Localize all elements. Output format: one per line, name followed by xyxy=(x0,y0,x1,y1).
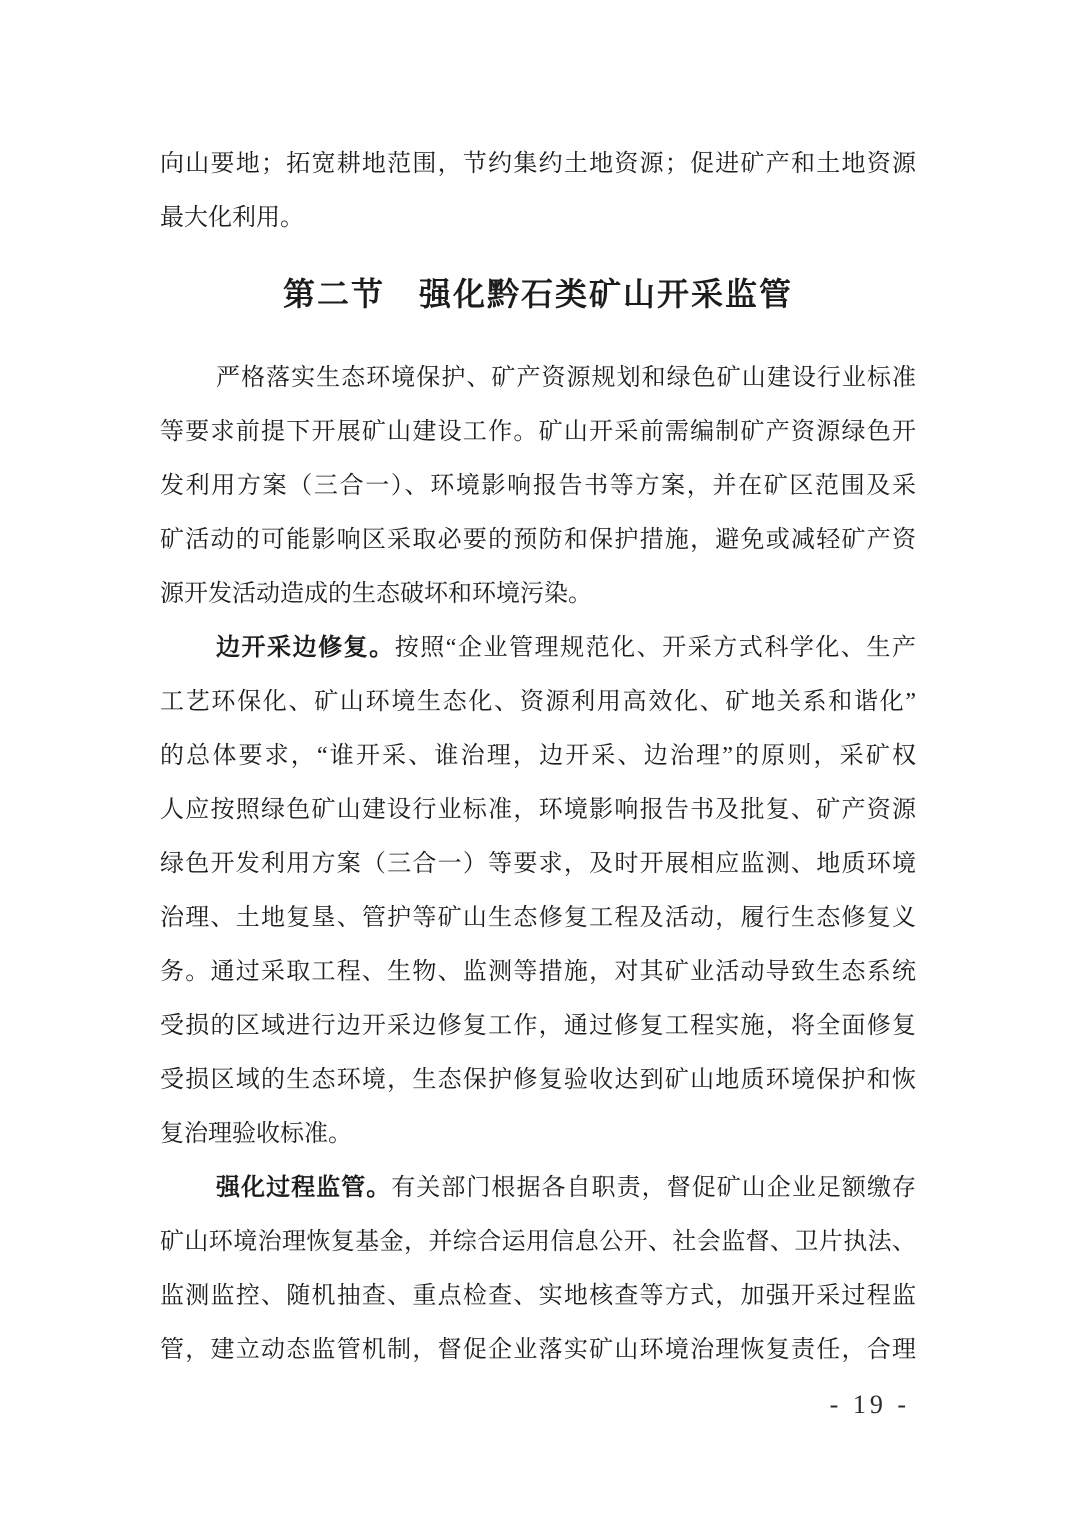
text-line: 严格落实生态环境保护、矿产资源规划和绿色矿山建设行业标准 xyxy=(216,365,916,391)
text-line: 绿色开发利用方案（三合一）等要求，及时开展相应监测、地质环境 xyxy=(160,851,916,877)
text-line: 人应按照绿色矿山建设行业标准，环境影响报告书及批复、矿产资源 xyxy=(160,797,916,823)
text-line: 矿活动的可能影响区采取必要的预防和保护措施，避免或减轻矿产资 xyxy=(160,527,916,553)
text-line: 监测监控、随机抽查、重点检查、实地核查等方式，加强开采过程监 xyxy=(160,1283,916,1309)
text-line: 发利用方案（三合一）、环境影响报告书等方案，并在矿区范围及采 xyxy=(160,473,916,499)
paragraph-lead: 强化过程监管。 xyxy=(216,1174,392,1201)
text-run: 有关部门根据各自职责，督促矿山企业足额缴存 xyxy=(391,1175,916,1201)
text-line: 复治理验收标准。 xyxy=(160,1121,352,1147)
section-heading: 第二节 强化黔石类矿山开采监管 xyxy=(282,276,793,312)
text-line: 的总体要求，“谁开采、谁治理，边开采、边治理”的原则，采矿权 xyxy=(160,743,916,769)
text-line: 受损区域的生态环境，生态保护修复验收达到矿山地质环境保护和恢 xyxy=(160,1067,916,1093)
paragraph-lead: 边开采边修复。 xyxy=(216,634,395,661)
text-line: 最大化利用。 xyxy=(160,205,304,231)
text-line: 向山要地；拓宽耕地范围，节约集约土地资源；促进矿产和土地资源 xyxy=(160,151,916,177)
text-line xyxy=(160,621,916,675)
text-line: 受损的区域进行边开采边修复工作，通过修复工程实施，将全面修复 xyxy=(160,1013,916,1039)
text-line: 治理、土地复垦、管护等矿山生态修复工程及活动，履行生态修复义 xyxy=(160,905,916,931)
text-run: 按照“企业管理规范化、开采方式科学化、生产 xyxy=(394,635,916,661)
text-line: 矿山环境治理恢复基金，并综合运用信息公开、社会监督、卫片执法、 xyxy=(160,1229,916,1255)
page-number: - 19 - xyxy=(829,1390,910,1419)
document-body xyxy=(160,0,916,1377)
text-line: 等要求前提下开展矿山建设工作。矿山开采前需编制矿产资源绿色开 xyxy=(160,419,916,445)
text-line: 源开发活动造成的生态破坏和环境污染。 xyxy=(160,581,592,607)
text-line: 工艺环保化、矿山环境生态化、资源利用高效化、矿地关系和谐化” xyxy=(160,689,916,715)
text-line: 务。通过采取工程、生物、监测等措施，对其矿业活动导致生态系统 xyxy=(160,959,916,985)
text-line: 管，建立动态监管机制，督促企业落实矿山环境治理恢复责任，合理 xyxy=(160,1337,916,1363)
text-line xyxy=(160,1161,916,1215)
